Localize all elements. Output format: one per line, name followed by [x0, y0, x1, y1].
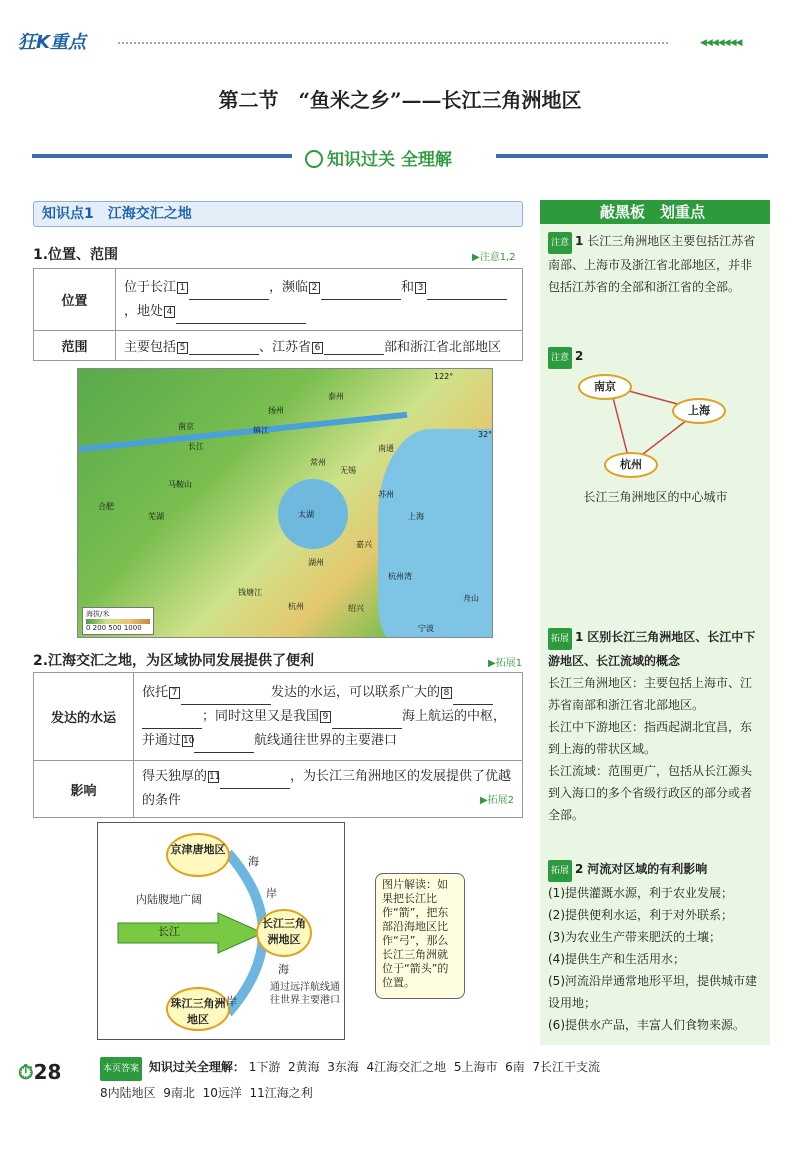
ext-2-item: (1)提供灌溉水源，利于农业发展； [548, 886, 733, 900]
ext-1-line: 长江中下游地区：指西起湖北宜昌，东到上海的带状区域。 [548, 720, 753, 756]
s1-note: ▶注意1,2 [472, 252, 516, 263]
header-arrows: ◀◀◀◀◀◀◀ [700, 38, 742, 48]
map-place: 钱塘江 [238, 588, 262, 597]
sea-label-2: 海 [278, 963, 289, 976]
blank-8a[interactable] [453, 691, 493, 705]
river-label: 长江 [158, 925, 180, 938]
map-place: 南通 [378, 444, 394, 453]
blank-8b[interactable] [142, 715, 202, 729]
ext-2-item: (5)河流沿岸通常地形平坦，提供城市建设用地； [548, 974, 757, 1010]
blank-2[interactable] [321, 286, 401, 300]
map-place: 杭州湾 [388, 572, 412, 581]
blank-4[interactable] [176, 310, 306, 324]
map-place: 嘉兴 [356, 540, 372, 549]
note-1-tag: 注意 [548, 232, 572, 254]
map-place: 湖州 [308, 558, 324, 567]
waterway-table [33, 672, 523, 818]
city-hangzhou: 杭州 [604, 452, 658, 478]
map-place: 苏州 [378, 490, 394, 499]
answer: 2黄海 [287, 1060, 320, 1074]
map-place: 马鞍山 [168, 480, 192, 489]
s1-heading: 1.位置、范围 [33, 247, 119, 263]
map-place: 合肥 [98, 502, 114, 511]
map-place: 太湖 [298, 510, 314, 519]
answer: 11江海之利 [249, 1086, 313, 1100]
ext-2-item: (2)提供便利水运，利于对外联系； [548, 908, 733, 922]
r2-cell: 得天独厚的 11 ，为长江三角洲地区的发展提供了优越的条件 ▶拓展2 [134, 761, 523, 818]
page-title: 第二节 “鱼米之乡”——长江三角洲地区 [218, 88, 582, 112]
note-2-head: 注意 2 [548, 345, 583, 369]
answer: 8内陆地区 [100, 1086, 156, 1100]
s2-note: ▶拓展1 [488, 658, 523, 669]
map-place: 舟山 [463, 594, 479, 603]
answer: 7长江干支流 [532, 1060, 601, 1074]
ext-1-tag: 拓展 [548, 628, 572, 650]
extension-1: 拓展 1 区别长江三角洲地区、长江中下游地区、长江流域的概念 长江三角洲地区：主要包括上海市、江苏省南部和浙江省北部地区。 长江中下游地区：指西起湖北宜昌，东到上海的带状区域。 长江流域：范围更广，包括从长江源头到入海口的多个省级行政区的部分或者全部。 [548, 626, 763, 826]
map-place: 芜湖 [148, 512, 164, 521]
section-icon [305, 150, 323, 168]
section-bar-right [496, 154, 768, 158]
r2-note: ▶拓展2 [479, 795, 514, 806]
map-place: 常州 [310, 458, 326, 467]
pos-cell: 位于长江 1 ，濒临 2 和 3，地处 4 [116, 269, 523, 331]
city-caption: 长江三角洲地区的中心城市 [583, 490, 728, 504]
shore-label-2: 岸 [226, 995, 237, 1008]
range-label: 范围 [34, 331, 116, 361]
blank-5[interactable] [189, 341, 259, 355]
answer: 6南 [505, 1060, 525, 1074]
ext-2-title: 河流对区域的有利影响 [587, 862, 708, 876]
answer: 10远洋 [202, 1086, 242, 1100]
map-place: 镇江 [253, 426, 269, 435]
header-dotted-line [118, 42, 668, 44]
map-coord: 32° [478, 430, 493, 439]
page-number: ⏱28 [18, 1060, 62, 1084]
ext-1-line: 长江三角洲地区：主要包括上海市、江苏省南部和浙江省北部地区。 [548, 676, 753, 712]
topographic-map [77, 368, 493, 638]
ext-2-item: (3)为农业生产带来肥沃的土壤； [548, 930, 721, 944]
answer: 9南北 [163, 1086, 195, 1100]
position-table [33, 268, 523, 361]
city-shanghai: 上海 [672, 398, 726, 424]
blank-10[interactable] [194, 739, 254, 753]
ext-2-item: (4)提供生产和生活用水； [548, 952, 685, 966]
r1-label: 发达的水运 [34, 673, 134, 761]
r1-cell: 依托 7 发达的水运，可以联系广大的 8；同时这里又是我国 9 海上航运的中枢，并通过 10 航线通往世界的主要港口 [134, 673, 523, 761]
map-place: 无锡 [340, 466, 356, 475]
note-1: 注意 1 长江三角洲地区主要包括江苏省南部、上海市及浙江省北部地区，并非包括江苏省的全部和浙江省的全部。 [548, 234, 756, 294]
map-place: 泰州 [328, 392, 344, 401]
blank-1[interactable] [189, 286, 269, 300]
answers-label: 知识过关全理解： [148, 1060, 245, 1074]
answer: 4江海交汇之地 [366, 1060, 447, 1074]
map-place: 扬州 [268, 406, 284, 415]
sidebar-heading: 敲黑板 划重点 [540, 200, 770, 224]
city-nanjing: 南京 [578, 374, 632, 400]
ext-1-title: 区别长江三角洲地区、长江中下游地区、长江流域的概念 [548, 630, 756, 668]
map-coord: 122° [434, 372, 454, 381]
ext-2-item: (6)提供水产品，丰富人们食物来源。 [548, 1018, 745, 1032]
answer: 3东海 [327, 1060, 359, 1074]
river-arrow [118, 913, 263, 953]
blank-6[interactable] [324, 341, 384, 355]
s2-heading: 2.江海交汇之地，为区域协同发展提供了便利 [33, 653, 315, 669]
map-place: 南京 [178, 422, 194, 431]
bow-arrow-diagram [97, 822, 345, 1040]
picture-explanation: 图片解读：如果把长江比作“箭”，把东部沿海地区比作“弓”，那么长江三角洲就位于“箭头”的位置。 [375, 873, 465, 999]
yrd-circle: 长江三角洲地区 [256, 909, 312, 957]
map-place: 长江 [188, 442, 204, 451]
ext-2-tag: 拓展 [548, 860, 572, 882]
map-place: 宁波 [418, 624, 434, 633]
blank-7[interactable] [181, 691, 271, 705]
section-bar-left [32, 154, 292, 158]
sea-label-1: 海 [248, 855, 259, 868]
brand-logo: 狂K重点 [18, 32, 86, 53]
routes-label: 通过远洋航线通往世界主要港口 [270, 982, 340, 1006]
map-labels [78, 369, 493, 638]
answer: 1下游 [248, 1060, 281, 1074]
answer-key [100, 1055, 780, 1105]
section-heading: 知识过关 全理解 [305, 145, 452, 170]
inland-label: 内陆腹地广阔 [136, 893, 202, 906]
blank-11[interactable] [220, 775, 290, 789]
answer: 5上海市 [453, 1060, 498, 1074]
range-cell: 主要包括 5 、江苏省 6 部和浙江省北部地区 [116, 331, 523, 361]
answers-tag: 本页答案 [100, 1057, 142, 1081]
shore-label-1: 岸 [266, 887, 277, 900]
blank-9[interactable] [332, 715, 402, 729]
jjt-circle: 京津唐地区 [166, 833, 230, 877]
extension-2: 拓展 2 河流对区域的有利影响 (1)提供灌溉水源，利于农业发展； (2)提供便利水运，利于对外联系； (3)为农业生产带来肥沃的土壤； (4)提供生产和生活用水； (5)河流沿岸通常地形平坦，提供城市建设用地； (6)提供水产品，丰富人们食物来源。 [548, 858, 763, 1036]
ext-1-line: 长江流域：范围更广，包括从长江源头到入海口的多个省级行政区的部分或者全部。 [548, 764, 753, 822]
map-legend: 海拔/米 0 200 500 1000 [82, 607, 154, 635]
prd-circle: 珠江三角洲地区 [166, 987, 230, 1031]
pos-label: 位置 [34, 269, 116, 331]
map-place: 绍兴 [348, 604, 364, 613]
map-place: 上海 [408, 512, 424, 521]
knowledge-point-title: 知识点1 江海交汇之地 [33, 201, 523, 227]
map-place: 杭州 [288, 602, 304, 611]
blank-3[interactable] [427, 286, 507, 300]
r2-label: 影响 [34, 761, 134, 818]
note-2-tag: 注意 [548, 347, 572, 369]
